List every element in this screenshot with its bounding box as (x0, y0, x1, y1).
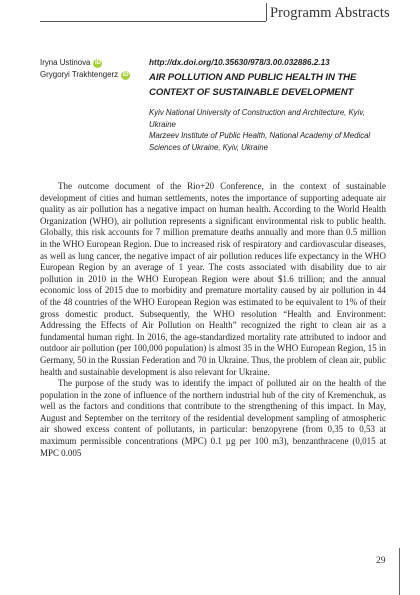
orcid-icon[interactable]: iD (94, 59, 101, 66)
author (40, 57, 150, 69)
page-number: 29 (376, 556, 386, 566)
author-name: Grygoryi Trakhtengerz (40, 70, 119, 79)
paragraph: The purpose of the study was to identify the impact of polluted air on the health of the population in the zone of influence of the northern industrial hub of the city of Kremenchuk, as well as the factors and conditions that contribute to the strengthening of this impact. In May, August and September on the territory of the residential development sampling of atmospheric air showed excess content of pollutants, in particular: benzopyrene (from 0,35 to 0,53 at maximum permissible concentrations (MPC) 0.1 µg per 100 m3), benzanthracene (0,015 at MPC 0.005 (40, 378, 386, 458)
paragraph: The outcome document of the Rio+20 Conference, in the context of sustainable development of cities and human settlements, notes the importance of supporting adequate air quality as air pollution has a negative impact on human health. According to the World Health Organization (WHO), air pollution represents a significant environmental risk to public health. Globally, this risk accounts for 7 million premature deaths annually and more than 0.5 million in the WHO European Region. Due to increased risk of respiratory and cardiovascular diseases, as well as lung cancer, the negative impact of air pollution reduces life expectancy in the WHO European Region by an average of 1 year. The costs associated with disability due to air pollution in 2010 in the WHO European Region were about $1.6 trillion; and the annual economic loss of 2015 due to morbidity and premature mortality caused by air pollution in 44 of the 48 countries of the WHO European Region was estimated to be equivalent to 1% of their gross domestic product. Subsequently, the WHO resolution “Health and Environment: Addressing the Effects of Air Pollution on Health” recognized the right to clean air as a fundamental human right. In 2016, the age-standardized mortality rate attributed to indoor and outdoor air pollution (per 100,000 population) is almost 35 in the WHO European Region, 15 in Germany, 50 in the Russian Federation and 70 in Ukraine. Thus, the problem of clean air, public health and sustainable development is also relevant for Ukraine. (40, 181, 386, 377)
author (40, 69, 150, 81)
footer-rule (399, 548, 400, 595)
affiliation: Marzeev Institute of Public Health, National Academy of Medical Sciences of Ukraine, Kyiv, Ukraine (149, 131, 371, 152)
header-rule (40, 21, 266, 22)
paper-title: AIR POLLUTION AND PUBLIC HEALTH IN THE CONTEXT OF SUSTAINABLE DEVELOPMENT (149, 72, 357, 98)
orcid-icon[interactable]: iD (122, 71, 129, 78)
affiliation: Kyiv National University of Construction and Architecture, Kyiv, Ukraine (149, 108, 365, 129)
doi-link[interactable]: http://dx.doi.org/10.35630/978/3.00.032886.2.13 (149, 58, 330, 67)
author-name: Iryna Ustinova (40, 58, 91, 67)
affiliations (149, 107, 387, 153)
header-divider (266, 3, 267, 21)
author-list (40, 57, 150, 81)
section-title: Programm Abstracts (270, 5, 390, 21)
abstract-header (149, 57, 387, 153)
body-text (40, 181, 386, 459)
